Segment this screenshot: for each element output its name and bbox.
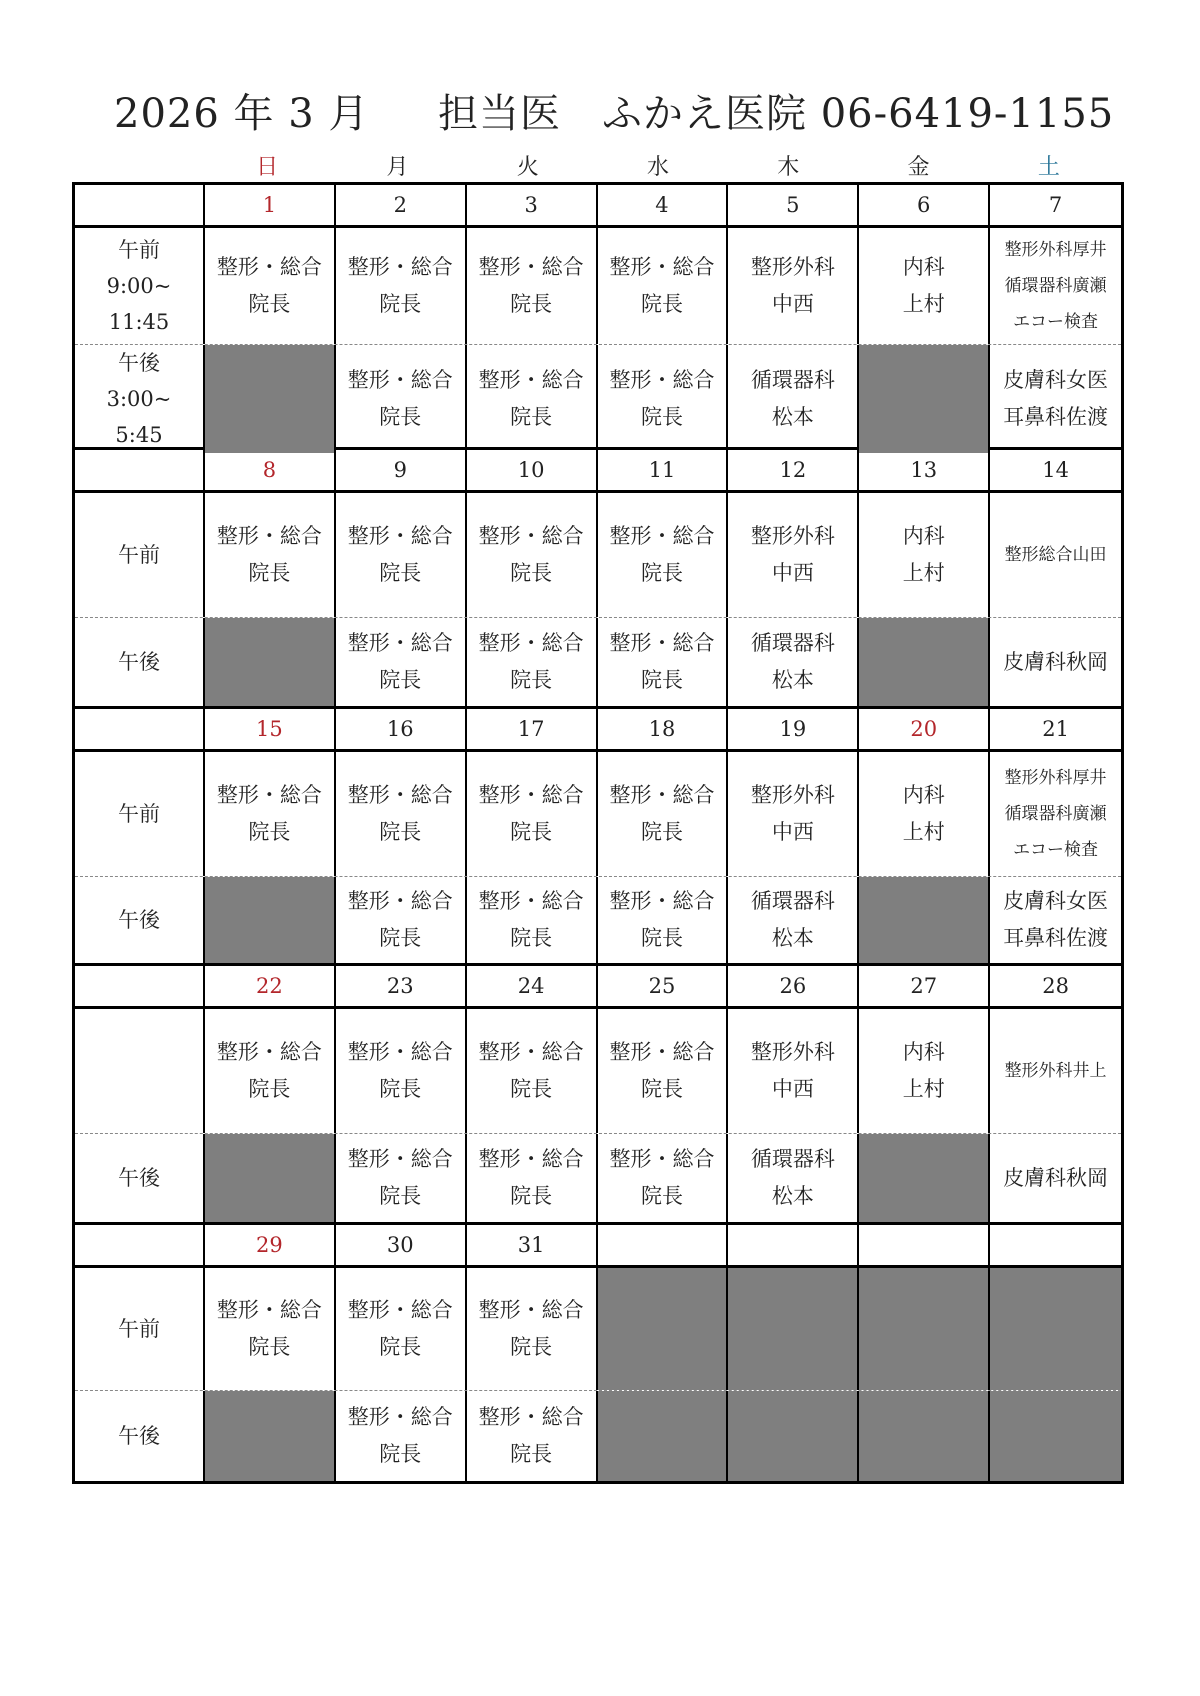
date-cell: 29: [205, 1225, 336, 1265]
doctor-entry: 整形・総合: [347, 255, 453, 279]
doctor-entry: 循環器科廣瀬: [1004, 804, 1107, 824]
closed-cell: [728, 1391, 859, 1481]
doctor-entry: 院長: [379, 1335, 422, 1359]
session-label-line: 午前: [118, 543, 160, 567]
date-cell: 25: [598, 966, 729, 1006]
schedule-cell: [467, 493, 598, 617]
doctor-entry: 中西: [771, 820, 814, 844]
date-cell: 17: [467, 709, 598, 749]
doctor-entry: 院長: [640, 820, 683, 844]
date-cell: 4: [598, 185, 729, 225]
doctor-entry: 院長: [510, 926, 553, 950]
closed-cell: [728, 1268, 859, 1390]
doctor-entry: 院長: [379, 405, 422, 429]
date-cell: 18: [598, 709, 729, 749]
week-5: [75, 1225, 1121, 1481]
doctor-entry: 院長: [640, 1077, 683, 1101]
schedule-cell: [467, 877, 598, 963]
closed-cell: [859, 877, 990, 963]
schedule-cell: [205, 1268, 336, 1390]
doctor-entry: 院長: [510, 668, 553, 692]
morning-label: [75, 493, 205, 617]
date-cell: 21: [1042, 717, 1069, 741]
doctor-entry: 上村: [902, 1077, 945, 1101]
closed-cell: [990, 1391, 1121, 1481]
week-3: [75, 709, 1121, 966]
doctor-entry: 耳鼻科佐渡: [1003, 926, 1109, 950]
doctor-entry: 中西: [771, 561, 814, 585]
week-2: [75, 450, 1121, 709]
morning-row: [75, 1268, 1121, 1391]
weekday-fri: 金: [907, 154, 930, 180]
doctor-entry: 院長: [248, 561, 291, 585]
schedule-cell: [598, 1009, 729, 1133]
doctor-entry: 院長: [248, 1077, 291, 1101]
schedule-cell: [859, 493, 990, 617]
doctor-in-charge-title: 担当医: [438, 91, 561, 137]
schedule-cell: [336, 1009, 467, 1133]
doctor-entry: 整形・総合: [347, 783, 453, 807]
schedule-cell: [728, 493, 859, 617]
doctor-entry: 皮膚科女医: [1003, 889, 1109, 913]
schedule-cell: [859, 228, 990, 344]
session-label-line: 午後: [118, 1424, 160, 1448]
schedule-cell: [598, 752, 729, 876]
schedule-cell: [990, 1009, 1121, 1133]
date-row-label-cell: [75, 185, 205, 225]
date-row: [75, 1225, 1121, 1268]
doctor-entry: 整形・総合: [609, 1040, 715, 1064]
schedule-cell: [467, 752, 598, 876]
doctor-entry: 整形・総合: [347, 889, 453, 913]
morning-label: [75, 1268, 205, 1390]
doctor-entry: 循環器科: [750, 631, 835, 655]
schedule-cell: [990, 345, 1121, 453]
doctor-entry: 上村: [902, 561, 945, 585]
schedule-cell: [598, 228, 729, 344]
date-cell: 8: [205, 450, 336, 490]
date-cell: 9: [336, 450, 467, 490]
doctor-entry: 院長: [379, 561, 422, 585]
doctor-entry: 整形外科: [750, 1040, 835, 1064]
schedule-cell: [205, 493, 336, 617]
doctor-entry: 院長: [640, 1184, 683, 1208]
doctor-entry: 内科: [902, 255, 945, 279]
afternoon-label: [75, 1391, 205, 1481]
schedule-cell: [336, 877, 467, 963]
session-label-line: 午前: [118, 1317, 160, 1341]
doctor-entry: 院長: [510, 561, 553, 585]
doctor-entry: 整形・総合: [216, 1298, 322, 1322]
schedule-cell: [467, 228, 598, 344]
date-cell: 26: [728, 966, 859, 1006]
afternoon-row: [75, 345, 1121, 447]
date-cell: 22: [205, 966, 336, 1006]
doctor-entry: 院長: [510, 1077, 553, 1101]
doctor-entry: 整形・総合: [478, 889, 584, 913]
doctor-entry: 院長: [510, 1184, 553, 1208]
schedule-cell: [336, 752, 467, 876]
doctor-entry: 整形外科: [750, 255, 835, 279]
date-cell: 16: [336, 709, 467, 749]
doctor-entry: 整形・総合: [478, 1040, 584, 1064]
doctor-entry: 院長: [510, 1442, 553, 1466]
doctor-entry: 整形・総合: [478, 368, 584, 392]
schedule-cell: [598, 618, 729, 706]
doctor-entry: 整形・総合: [216, 524, 322, 548]
closed-cell: [205, 345, 336, 453]
session-block: [75, 1268, 1121, 1481]
doctor-entry: 院長: [248, 820, 291, 844]
date-cell: 14: [1042, 458, 1069, 482]
morning-label: [75, 1009, 205, 1133]
doctor-entry: 循環器科: [750, 889, 835, 913]
afternoon-label: [75, 877, 205, 963]
schedule-cell: [336, 493, 467, 617]
doctor-entry: 整形・総合: [609, 783, 715, 807]
doctor-entry: 院長: [510, 292, 553, 316]
session-block: [75, 752, 1121, 966]
doctor-entry: エコー検査: [1013, 312, 1099, 332]
closed-cell: [598, 1268, 729, 1390]
doctor-entry: 循環器科: [750, 1147, 835, 1171]
doctor-entry: 院長: [379, 668, 422, 692]
doctor-entry: 上村: [902, 292, 945, 316]
doctor-entry: 整形外科井上: [1004, 1061, 1107, 1081]
schedule-cell: [336, 228, 467, 344]
doctor-entry: 院長: [379, 926, 422, 950]
doctor-entry: 整形・総合: [478, 783, 584, 807]
schedule-cell: [598, 877, 729, 963]
doctor-entry: 中西: [771, 1077, 814, 1101]
schedule-cell: [598, 493, 729, 617]
doctor-entry: 内科: [902, 783, 945, 807]
schedule-cell: [205, 1009, 336, 1133]
doctor-entry: 整形総合山田: [1004, 545, 1107, 565]
doctor-entry: 整形・総合: [609, 524, 715, 548]
date-cell: 5: [728, 185, 859, 225]
doctor-entry: 院長: [510, 405, 553, 429]
schedule-cell: [467, 345, 598, 453]
morning-label: [75, 752, 205, 876]
afternoon-label: [75, 618, 205, 706]
doctor-entry: 整形・総合: [478, 631, 584, 655]
closed-cell: [990, 1268, 1121, 1390]
date-cell: [598, 1225, 729, 1265]
closed-cell: [859, 1391, 990, 1481]
doctor-entry: 整形・総合: [609, 255, 715, 279]
date-cell: [990, 1225, 1121, 1265]
date-row-label-cell: [75, 966, 205, 1006]
doctor-entry: 松本: [771, 405, 814, 429]
date-cell: 31: [467, 1225, 598, 1265]
date-cell: 28: [1042, 974, 1069, 998]
session-label-line: 午後: [118, 351, 160, 375]
session-label-line: 9:00~: [106, 274, 172, 298]
doctor-entry: 皮膚科女医: [1003, 368, 1109, 392]
session-label-line: 午後: [118, 650, 160, 674]
doctor-entry: 皮膚科秋岡: [1003, 1165, 1109, 1190]
date-cell: 23: [336, 966, 467, 1006]
doctor-entry: 院長: [248, 292, 291, 316]
session-label-line: 3:00~: [106, 387, 172, 411]
date-cell: 6: [859, 185, 990, 225]
doctor-entry: 松本: [771, 668, 814, 692]
doctor-entry: 整形外科: [750, 524, 835, 548]
afternoon-row: [75, 1134, 1121, 1222]
weekday-header: [72, 148, 1124, 182]
session-label-line: 午後: [118, 1166, 160, 1190]
doctor-entry: 整形・総合: [347, 631, 453, 655]
doctor-entry: 内科: [902, 1040, 945, 1064]
clinic-name-phone: ふかえ医院 06-6419-1155: [602, 91, 1115, 137]
date-cell: 15: [205, 709, 336, 749]
schedule-cell: [205, 228, 336, 344]
weekday-tue: 火: [516, 154, 539, 180]
doctor-entry: 皮膚科秋岡: [1003, 649, 1109, 674]
doctor-entry: 中西: [771, 292, 814, 316]
doctor-entry: 整形・総合: [347, 1147, 453, 1171]
weekday-mon: 月: [386, 154, 409, 180]
schedule-cell: [336, 618, 467, 706]
date-row: [75, 966, 1121, 1009]
doctor-entry: 整形・総合: [478, 524, 584, 548]
date-cell: 2: [336, 185, 467, 225]
schedule-cell: [467, 1009, 598, 1133]
date-cell: 11: [598, 450, 729, 490]
doctor-entry: 院長: [640, 926, 683, 950]
date-row: [75, 709, 1121, 752]
month-title: 2026 年 3 月: [114, 91, 370, 137]
doctor-entry: 整形外科厚井: [1004, 240, 1107, 260]
week-1: [75, 185, 1121, 450]
doctor-entry: 院長: [379, 1077, 422, 1101]
date-row-label-cell: [75, 709, 205, 749]
schedule-cell: [336, 1391, 467, 1481]
date-cell: [859, 1225, 990, 1265]
doctor-entry: 整形・総合: [478, 1405, 584, 1429]
doctor-entry: 整形・総合: [216, 1040, 322, 1064]
date-cell: 30: [336, 1225, 467, 1265]
closed-cell: [859, 345, 990, 453]
date-cell: 1: [205, 185, 336, 225]
doctor-entry: 院長: [510, 1335, 553, 1359]
doctor-entry: 院長: [379, 820, 422, 844]
schedule-cell: [990, 228, 1121, 344]
doctor-entry: 整形・総合: [216, 783, 322, 807]
doctor-entry: 整形・総合: [347, 524, 453, 548]
doctor-entry: 整形・総合: [478, 1298, 584, 1322]
session-label-line: 午後: [118, 908, 160, 932]
session-label-line: 午前: [118, 802, 160, 826]
date-row: [75, 185, 1121, 228]
doctor-entry: 整形外科厚井: [1004, 768, 1107, 788]
doctor-entry: エコー検査: [1013, 840, 1099, 860]
date-row-label-cell: [75, 1225, 205, 1265]
afternoon-row: [75, 1391, 1121, 1481]
doctor-entry: 循環器科: [750, 368, 835, 392]
schedule-cell: [859, 752, 990, 876]
afternoon-row: [75, 618, 1121, 706]
doctor-entry: 内科: [902, 524, 945, 548]
doctor-entry: 院長: [640, 668, 683, 692]
date-cell: 19: [728, 709, 859, 749]
doctor-entry: 耳鼻科佐渡: [1003, 405, 1109, 429]
afternoon-label: [75, 345, 205, 453]
schedule-cell: [598, 1134, 729, 1222]
schedule-cell: [859, 1009, 990, 1133]
morning-row: [75, 752, 1121, 877]
schedule-cell: [728, 877, 859, 963]
date-cell: [728, 1225, 859, 1265]
doctor-entry: 整形・総合: [609, 889, 715, 913]
date-cell: 7: [1048, 193, 1063, 217]
schedule-table: [72, 182, 1124, 1484]
schedule-cell: [990, 752, 1121, 876]
schedule-cell: [467, 1134, 598, 1222]
schedule-cell: [728, 752, 859, 876]
doctor-entry: 上村: [902, 820, 945, 844]
date-row: [75, 450, 1121, 493]
doctor-entry: 院長: [379, 292, 422, 316]
schedule-cell: [336, 345, 467, 453]
weekday-wed: 水: [646, 154, 669, 180]
doctor-entry: 整形・総合: [347, 1298, 453, 1322]
session-block: [75, 228, 1121, 450]
morning-label: [75, 228, 205, 344]
schedule-cell: [467, 1268, 598, 1390]
closed-cell: [598, 1391, 729, 1481]
closed-cell: [205, 1391, 336, 1481]
doctor-entry: 整形外科: [750, 783, 835, 807]
doctor-entry: 整形・総合: [347, 1405, 453, 1429]
closed-cell: [205, 1134, 336, 1222]
date-cell: 13: [859, 450, 990, 490]
schedule-cell: [990, 1134, 1121, 1222]
date-cell: 3: [467, 185, 598, 225]
closed-cell: [859, 1134, 990, 1222]
schedule-cell: [598, 345, 729, 453]
schedule-cell: [728, 345, 859, 453]
weekday-sat: 土: [1037, 154, 1060, 180]
schedule-cell: [467, 618, 598, 706]
morning-row: [75, 228, 1121, 345]
doctor-entry: 整形・総合: [478, 255, 584, 279]
week-4: [75, 966, 1121, 1225]
session-label-line: 11:45: [108, 310, 170, 334]
morning-row: [75, 1009, 1121, 1134]
doctor-entry: 院長: [640, 292, 683, 316]
schedule-cell: [336, 1268, 467, 1390]
schedule-cell: [990, 877, 1121, 963]
closed-cell: [859, 618, 990, 706]
schedule-cell: [990, 493, 1121, 617]
doctor-entry: 整形・総合: [609, 368, 715, 392]
date-cell: 10: [467, 450, 598, 490]
date-cell: 12: [728, 450, 859, 490]
schedule-cell: [728, 1009, 859, 1133]
afternoon-label: [75, 1134, 205, 1222]
schedule-cell: [990, 618, 1121, 706]
session-block: [75, 1009, 1121, 1225]
date-cell: 24: [467, 966, 598, 1006]
doctor-entry: 松本: [771, 926, 814, 950]
doctor-entry: 循環器科廣瀬: [1004, 276, 1107, 296]
doctor-entry: 整形・総合: [347, 368, 453, 392]
doctor-entry: 院長: [510, 820, 553, 844]
weekday-sun: 日: [256, 154, 279, 180]
doctor-entry: 院長: [640, 405, 683, 429]
doctor-entry: 院長: [379, 1184, 422, 1208]
schedule-cell: [728, 1134, 859, 1222]
session-block: [75, 493, 1121, 709]
doctor-entry: 松本: [771, 1184, 814, 1208]
schedule-cell: [336, 1134, 467, 1222]
doctor-entry: 整形・総合: [478, 1147, 584, 1171]
doctor-entry: 整形・総合: [216, 255, 322, 279]
session-label-line: 5:45: [115, 423, 163, 447]
schedule-cell: [728, 618, 859, 706]
doctor-entry: 整形・総合: [609, 631, 715, 655]
closed-cell: [205, 877, 336, 963]
closed-cell: [859, 1268, 990, 1390]
schedule-cell: [728, 228, 859, 344]
doctor-entry: 整形・総合: [347, 1040, 453, 1064]
doctor-entry: 院長: [640, 561, 683, 585]
date-cell: 27: [859, 966, 990, 1006]
afternoon-row: [75, 877, 1121, 963]
doctor-entry: 院長: [248, 1335, 291, 1359]
schedule-cell: [205, 752, 336, 876]
doctor-entry: 院長: [379, 1442, 422, 1466]
closed-cell: [205, 618, 336, 706]
date-row-label-cell: [75, 450, 205, 490]
morning-row: [75, 493, 1121, 618]
date-cell: 20: [859, 709, 990, 749]
doctor-entry: 整形・総合: [609, 1147, 715, 1171]
session-label-line: 午前: [118, 238, 160, 262]
schedule-cell: [467, 1391, 598, 1481]
weekday-thu: 木: [777, 154, 800, 180]
